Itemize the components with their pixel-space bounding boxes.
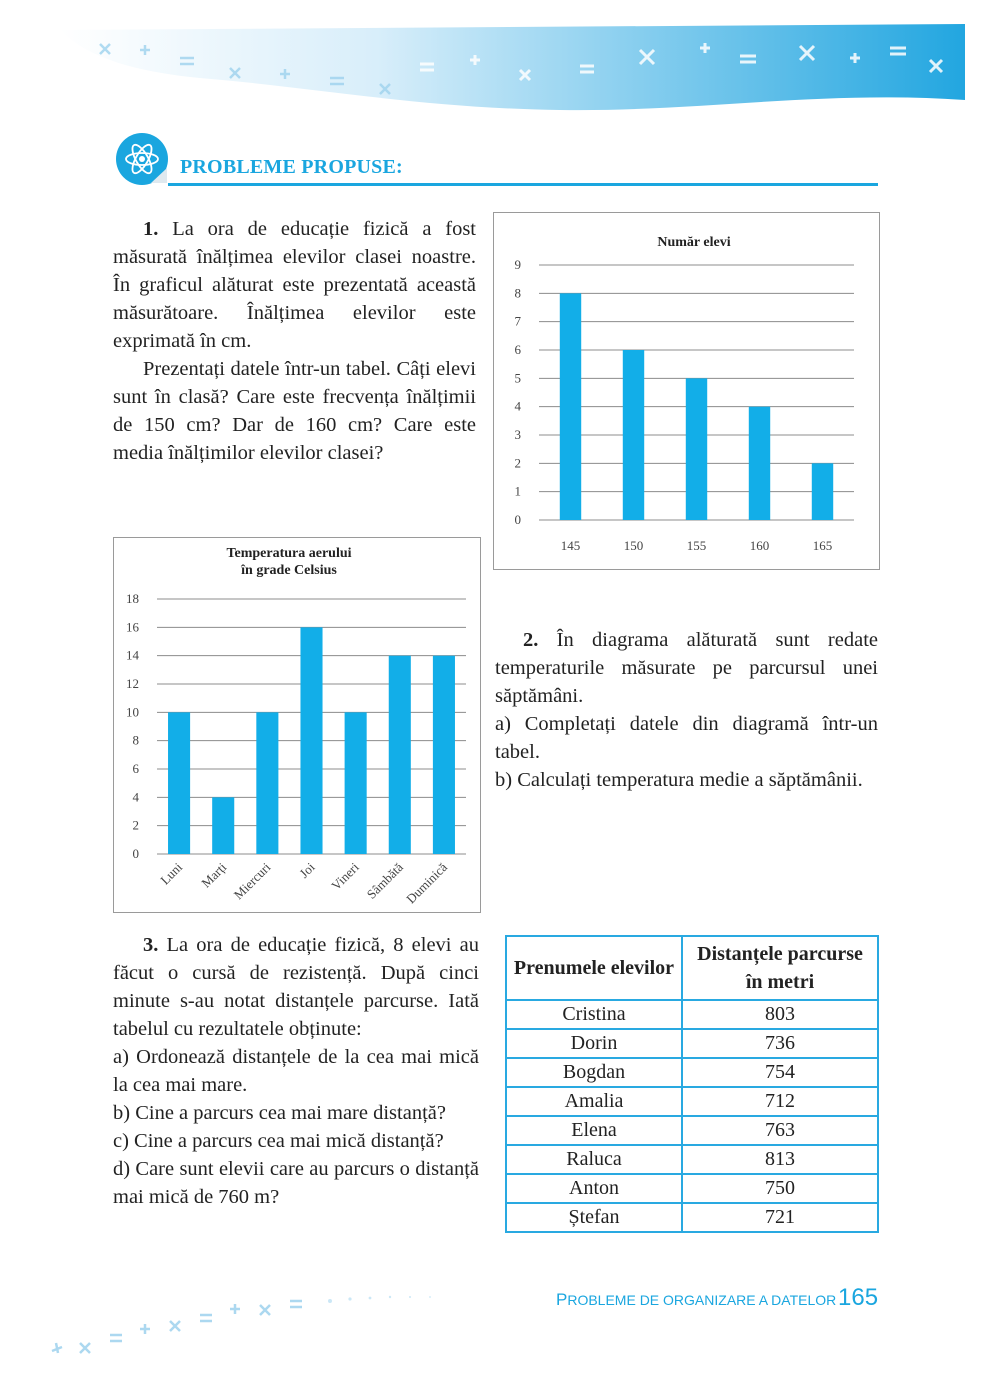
table-row [506, 1174, 878, 1203]
table-row [506, 1000, 878, 1029]
x-tick-label: 160 [749, 538, 770, 553]
distance-value: 721 [682, 1203, 878, 1232]
bar [345, 712, 367, 854]
bar [389, 656, 411, 854]
student-name: Ștefan [506, 1203, 682, 1232]
column-header-distance: Distanțele parcurse în metri [682, 936, 878, 1000]
student-name: Cristina [506, 1000, 682, 1029]
student-name: Anton [506, 1174, 682, 1203]
problem-3-item-b: b) Cine a parcurs cea mai mare distanță? [113, 1102, 446, 1124]
problem-2-item-b: b) Calculați temperatura medie a săptămânii. [495, 769, 863, 791]
table-header-row [506, 936, 878, 1000]
bar [433, 656, 455, 854]
chart-2-svg [114, 538, 480, 912]
problem-3-item-c: c) Cine a parcurs cea mai mică distanță? [113, 1130, 444, 1152]
table-row [506, 1029, 878, 1058]
bar [560, 293, 581, 520]
x-tick-label: 150 [623, 538, 644, 553]
distance-value: 763 [682, 1116, 878, 1145]
column-header-name: Prenumele elevilor [506, 936, 682, 1000]
page-number: 165 [838, 1284, 879, 1311]
y-tick-label: 8 [514, 285, 521, 301]
y-tick-label: 6 [514, 342, 521, 357]
x-tick-label: Sâmbătă [363, 859, 406, 902]
header-decoration [0, 0, 992, 130]
problem-3-statement [113, 931, 479, 1043]
x-tick-label: 165 [812, 538, 833, 553]
problem-number: 1. [143, 218, 159, 240]
bar [256, 712, 278, 854]
y-tick-label: 4 [514, 398, 521, 414]
y-tick-label: 4 [132, 789, 139, 805]
problem-3-item-d: d) Care sunt elevii care au parcurs o distanță mai mică de 760 m? [113, 1158, 479, 1208]
student-name: Bogdan [506, 1058, 682, 1087]
y-tick-label: 5 [514, 370, 521, 386]
y-tick-label: 0 [514, 512, 521, 527]
y-tick-label: 6 [132, 761, 139, 776]
x-tick-label: Vineri [328, 859, 362, 894]
section-title: PROBLEME PROPUSE: [180, 156, 403, 178]
y-tick-label: 16 [126, 619, 139, 635]
y-tick-label: 12 [126, 676, 139, 691]
table-row [506, 1087, 878, 1116]
footer-decoration [40, 1285, 460, 1365]
problem-1-questions: Prezentați datele într-un tabel. Câți elevi sunt în clasă? Care este frecvența înălțimii de 150 cm? Dar de 160 cm? Care este media înălțimilor elevilor clasei? [113, 358, 476, 464]
student-name: Elena [506, 1116, 682, 1145]
table-row [506, 1203, 878, 1232]
student-name: Dorin [506, 1029, 682, 1058]
y-tick-label: 8 [132, 732, 139, 748]
bar [623, 350, 644, 520]
problem-2 [495, 626, 878, 794]
chapter-rest: ROBLEME DE ORGANIZARE A DATELOR [567, 1292, 837, 1308]
y-tick-label: 9 [514, 257, 521, 272]
distance-value: 736 [682, 1029, 878, 1058]
problem-text: La ora de educație fizică, 8 elevi au făcut o cursă de rezistență. După cinci minute s-au notat distanțele parcurse. Iată tabelul cu rezultatele obținute: [113, 934, 479, 1040]
bar [212, 797, 234, 854]
bar [686, 378, 707, 520]
chart-title: Temperatura aerului [226, 546, 352, 561]
y-tick-label: 18 [126, 591, 139, 606]
distance-value: 712 [682, 1087, 878, 1116]
x-tick-label: 155 [686, 538, 707, 553]
problem-1 [113, 215, 476, 467]
y-tick-label: 10 [126, 704, 139, 720]
problem-2-item-a: a) Completați datele din diagramă într-un tabel. [495, 713, 878, 763]
problem-number: 3. [143, 934, 159, 956]
problem-3 [113, 931, 479, 1211]
chart-title: Număr elevi [657, 235, 731, 250]
problem-number: 2. [523, 629, 539, 651]
y-tick-label: 1 [514, 483, 521, 499]
bar [749, 407, 770, 520]
bar [812, 463, 833, 520]
problem-1-statement [113, 215, 476, 355]
bar [300, 627, 322, 854]
distance-value: 813 [682, 1145, 878, 1174]
table-row [506, 1116, 878, 1145]
problem-text: În diagrama alăturată sunt redate temperaturile măsurate pe parcursul unei săptămâni. [495, 629, 878, 707]
x-tick-label: Marți [198, 859, 230, 891]
x-tick-label: Miercuri [230, 859, 274, 903]
student-name: Raluca [506, 1145, 682, 1174]
chart-students-by-height [493, 212, 880, 570]
x-tick-label: 145 [560, 538, 581, 553]
x-tick-label: Joi [296, 859, 318, 881]
y-tick-label: 7 [514, 313, 521, 329]
table-row [506, 1145, 878, 1174]
problem-text: La ora de educație fizică a fost măsurată înălțimea elevilor clasei noastre. În graficul alăturat este prezentată această măsurătoare. Înălțimea elevilor este exprimată în cm. [113, 218, 476, 352]
distances-table-wrap [505, 935, 879, 1233]
y-tick-label: 2 [514, 455, 521, 471]
y-tick-label: 0 [132, 846, 139, 861]
distances-table [505, 935, 879, 1233]
distance-value: 754 [682, 1058, 878, 1087]
section-divider [168, 183, 878, 186]
problem-2-statement [495, 626, 878, 710]
y-tick-label: 3 [514, 427, 521, 442]
chart-title: în grade Celsius [241, 563, 337, 578]
distance-value: 803 [682, 1000, 878, 1029]
problem-3-item-a: a) Ordonează distanțele de la cea mai mică la cea mai mare. [113, 1046, 479, 1096]
student-name: Amalia [506, 1087, 682, 1116]
atom-icon [113, 130, 173, 190]
y-tick-label: 2 [132, 817, 139, 833]
chapter-initial: P [556, 1290, 568, 1309]
x-tick-label: Luni [157, 859, 186, 888]
distance-value: 750 [682, 1174, 878, 1203]
table-row [506, 1058, 878, 1087]
chart-1-svg [494, 213, 879, 569]
bar [168, 712, 190, 854]
chart-temperature [113, 537, 481, 913]
x-tick-label: Duminică [403, 859, 451, 907]
chapter-title [556, 1290, 836, 1310]
y-tick-label: 14 [126, 647, 139, 663]
